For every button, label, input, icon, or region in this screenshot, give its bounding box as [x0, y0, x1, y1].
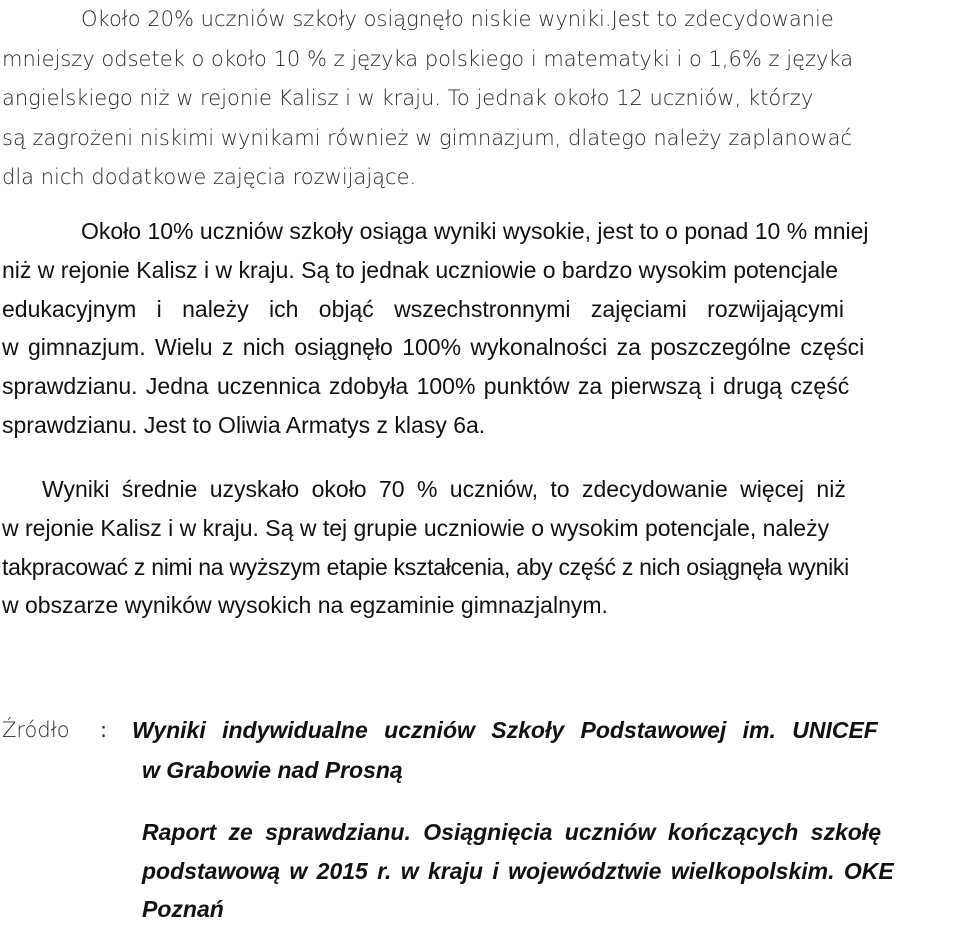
report-citation — [142, 813, 956, 929]
text-line: niż w rejonie Kalisz i w kraju. Są to jednak uczniowie o bardzo wysokim potencjale — [2, 256, 839, 283]
text-line: Raport ze sprawdzianu. Osiągnięcia uczniów kończących szkołę — [142, 819, 881, 845]
source-title: Wyniki indywidualne uczniów Szkoły Podstawowej im. UNICEF — [132, 717, 878, 743]
source-title-continued: w Grabowie nad Prosną — [142, 757, 403, 783]
text-line: Około 20% uczniów szkoły osiągnęło niskie wyniki.Jest to zdecydowanie — [81, 7, 834, 31]
text-line: podstawową w 2015 r. w kraju i województwie wielkopolskim. OKE — [142, 857, 894, 884]
paragraph-high-results — [2, 212, 956, 445]
text-line: mniejszy odsetek o około 10 % z języka polskiego i matematyki i o 1,6% z języka — [2, 46, 854, 71]
text-line: takpracować z nimi na wyższym etapie kształcenia, aby część z nich osiągnęła wyniki — [2, 553, 849, 580]
text-line: Około 10% uczniów szkoły osiąga wyniki wysokie, jest to o ponad 10 % mniej — [81, 218, 869, 244]
text-line: edukacyjnym i należy ich objąć wszechstronnymi zajęciami rozwijającymi — [2, 295, 844, 322]
text-line: dla nich dodatkowe zajęcia rozwijające. — [2, 165, 417, 189]
text-line: Poznań — [142, 896, 224, 922]
text-line: Wyniki średnie uzyskało około 70 % uczniów, to zdecydowanie więcej niż — [42, 476, 846, 502]
text-line: angielskiego niż w rejonie Kalisz i w kraju. To jednak około 12 uczniów, którzy — [2, 86, 814, 110]
text-line: w rejonie Kalisz i w kraju. Są w tej grupie uczniowie o wysokim potencjale, należy — [2, 514, 830, 541]
source-label: Źródło — [2, 718, 70, 742]
source-colon: : — [100, 718, 108, 742]
text-line: w obszarze wyników wysokich na egzaminie gimnazjalnym. — [2, 592, 608, 619]
text-line: w gimnazjum. Wielu z nich osiągnęło 100% wykonalności za poszczególne części — [2, 334, 865, 361]
paragraph-average-results — [2, 470, 956, 625]
paragraph-low-results — [2, 0, 956, 198]
text-line: sprawdzianu. Jedna uczennica zdobyła 100% punktów za pierwszą i drugą część — [2, 373, 850, 400]
text-line: są zagrożeni niskimi wynikami również w gimnazjum, dlatego należy zaplanować — [2, 125, 853, 150]
text-line: sprawdzianu. Jest to Oliwia Armatys z klasy 6a. — [2, 411, 486, 438]
